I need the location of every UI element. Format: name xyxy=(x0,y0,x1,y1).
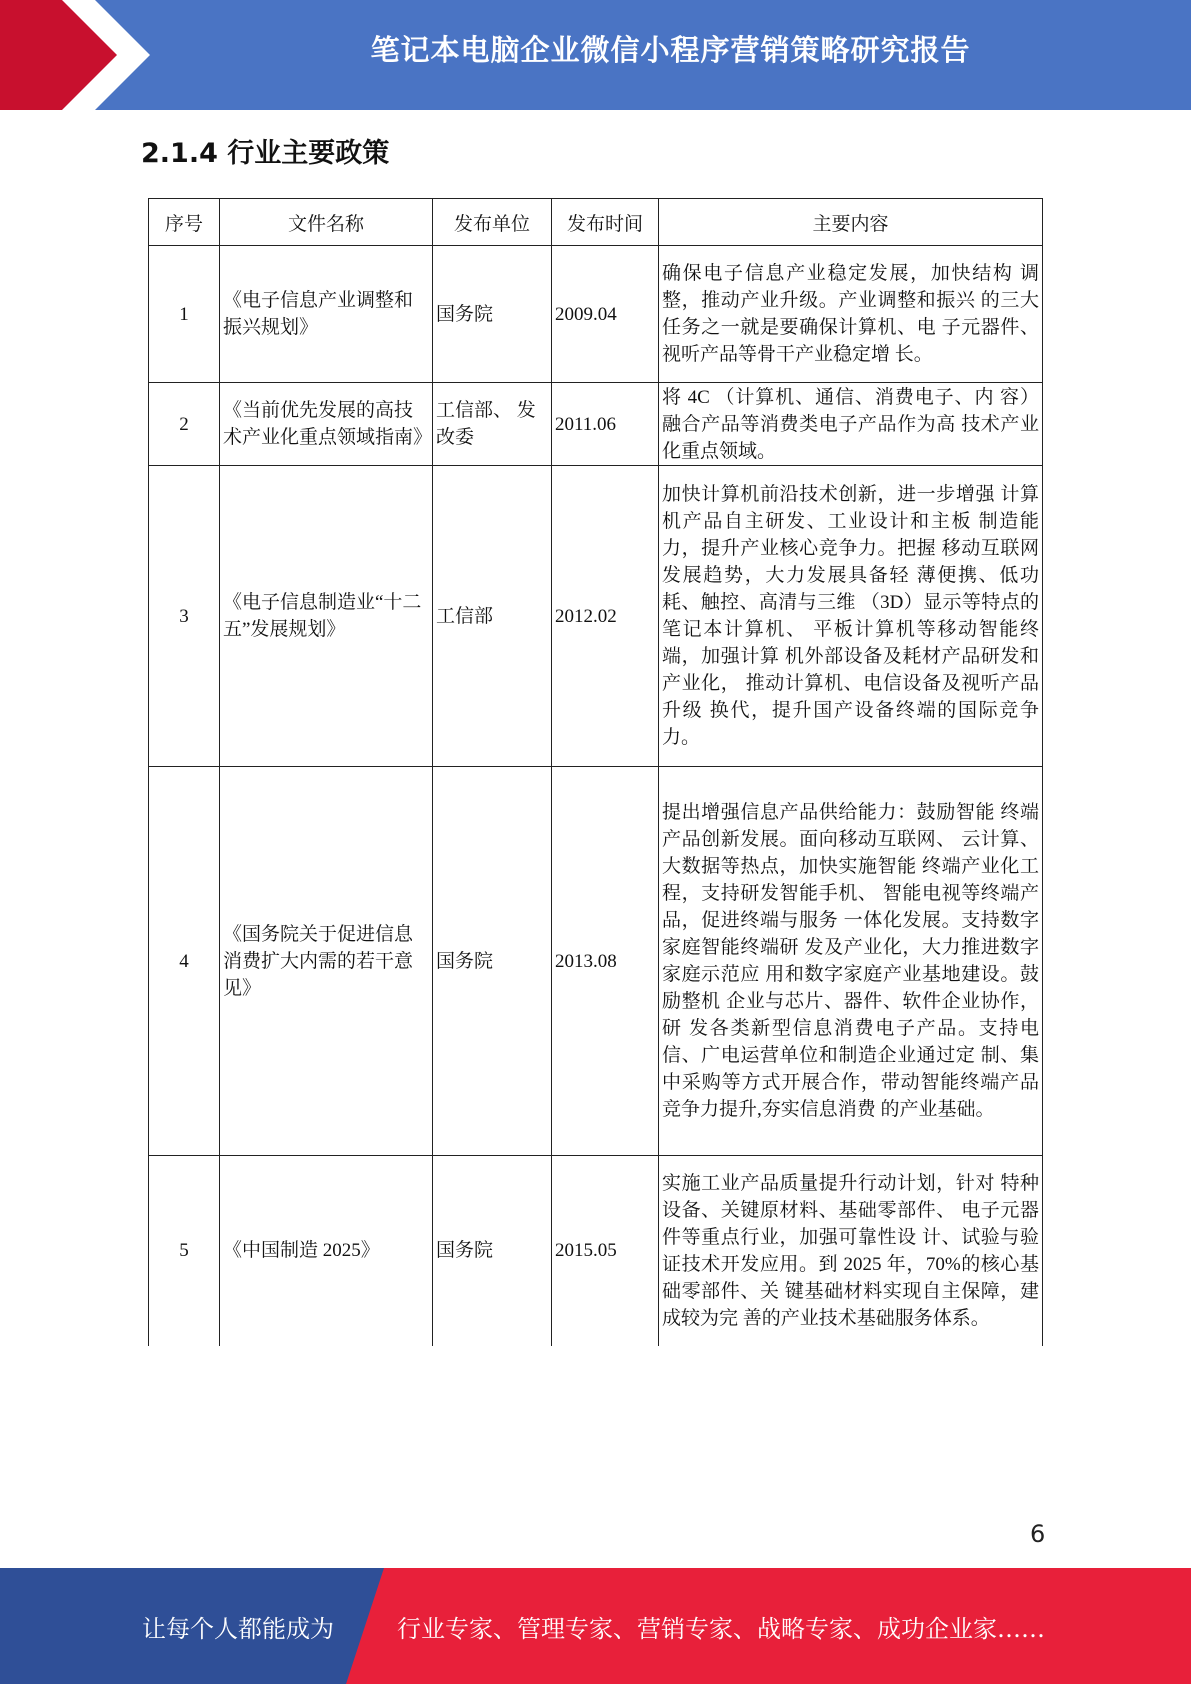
page-number: 6 xyxy=(1030,1520,1046,1548)
table-row xyxy=(149,767,1043,1156)
row-index: 1 xyxy=(149,246,220,383)
row-date: 2011.06 xyxy=(552,383,659,466)
header-date: 发布时间 xyxy=(552,199,659,246)
table-header-row xyxy=(149,199,1043,246)
row-index: 2 xyxy=(149,383,220,466)
header-document-name: 文件名称 xyxy=(220,199,433,246)
row-content: 实施工业产品质量提升行动计划，针对 特种设备、关键原材料、基础零部件、 电子元器件等重点行业，加强可靠性设 计、试验与验证技术开发应用。到 2025 年，70%的核心基础零部件、关 键基础材料实现自主保障，建成较为完 善的产业技术基础服务体系。 xyxy=(659,1156,1043,1346)
row-issuer: 国务院 xyxy=(433,246,552,383)
page-footer xyxy=(0,1568,1191,1684)
row-issuer: 工信部、 发改委 xyxy=(433,383,552,466)
row-content: 加快计算机前沿技术创新，进一步增强 计算机产品自主研发、工业设计和主板 制造能力，提升产业核心竞争力。把握 移动互联网发展趋势，大力发展具备轻 薄便携、低功耗、触控、高清与三维 （3D）显示等特点的笔记本计算机、 平板计算机等移动智能终端，加强计算 机外部设备及耗材产品研发和产业化， 推动计算机、电信设备及视听产品升级 换代，提升国产设备终端的国际竞争 力。 xyxy=(659,466,1043,767)
row-document-name: 《国务院关于促进信息消费扩大内需的若干意见》 xyxy=(220,767,433,1156)
row-date: 2009.04 xyxy=(552,246,659,383)
policy-table-container xyxy=(148,198,1042,1346)
table-row xyxy=(149,466,1043,767)
row-issuer: 国务院 xyxy=(433,767,552,1156)
footer-slogan-left: 让每个人都能成为 xyxy=(142,1615,334,1643)
page-header xyxy=(0,0,1191,110)
row-document-name: 《电子信息制造业“十二五”发展规划》 xyxy=(220,466,433,767)
row-date: 2012.02 xyxy=(552,466,659,767)
row-document-name: 《电子信息产业调整和振兴规划》 xyxy=(220,246,433,383)
row-document-name: 《当前优先发展的高技术产业化重点领域指南》 xyxy=(220,383,433,466)
row-content: 确保电子信息产业稳定发展，加快结构 调整，推动产业升级。产业调整和振兴 的三大任务之一就是要确保计算机、电 子元器件、视听产品等骨干产业稳定增 长。 xyxy=(659,246,1043,383)
row-issuer: 工信部 xyxy=(433,466,552,767)
footer-slogan-right: 行业专家、管理专家、营销专家、战略专家、成功企业家…… xyxy=(397,1615,1045,1643)
header-index: 序号 xyxy=(149,199,220,246)
report-title: 笔记本电脑企业微信小程序营销策略研究报告 xyxy=(370,33,971,67)
table-row xyxy=(149,1156,1043,1346)
row-document-name: 《中国制造 2025》 xyxy=(220,1156,433,1346)
policy-table xyxy=(148,198,1043,1346)
row-content: 提出增强信息产品供给能力：鼓励智能 终端产品创新发展。面向移动互联网、 云计算、大数据等热点，加快实施智能 终端产业化工程，支持研发智能手机、 智能电视等终端产品，促进终端与服务 一体化发展。支持数字家庭智能终端研 发及产业化，大力推进数字家庭示范应 用和数字家庭产业基地建设。鼓励整机 企业与芯片、器件、软件企业协作，研 发各类新型信息消费电子产品。支持电 信、广电运营单位和制造企业通过定 制、集中采购等方式开展合作，带动智能终端产品竞争力提升,夯实信息消费 的产业基础。 xyxy=(659,767,1043,1156)
section-heading: 2.1.4 行业主要政策 xyxy=(141,138,390,169)
header-issuer: 发布单位 xyxy=(433,199,552,246)
row-content: 将 4C （计算机、通信、消费电子、内 容）融合产品等消费类电子产品作为高 技术产业化重点领域。 xyxy=(659,383,1043,466)
header-content: 主要内容 xyxy=(659,199,1043,246)
row-index: 4 xyxy=(149,767,220,1156)
row-date: 2013.08 xyxy=(552,767,659,1156)
row-date: 2015.05 xyxy=(552,1156,659,1346)
table-row xyxy=(149,383,1043,466)
row-issuer: 国务院 xyxy=(433,1156,552,1346)
row-index: 5 xyxy=(149,1156,220,1346)
row-index: 3 xyxy=(149,466,220,767)
table-row xyxy=(149,246,1043,383)
